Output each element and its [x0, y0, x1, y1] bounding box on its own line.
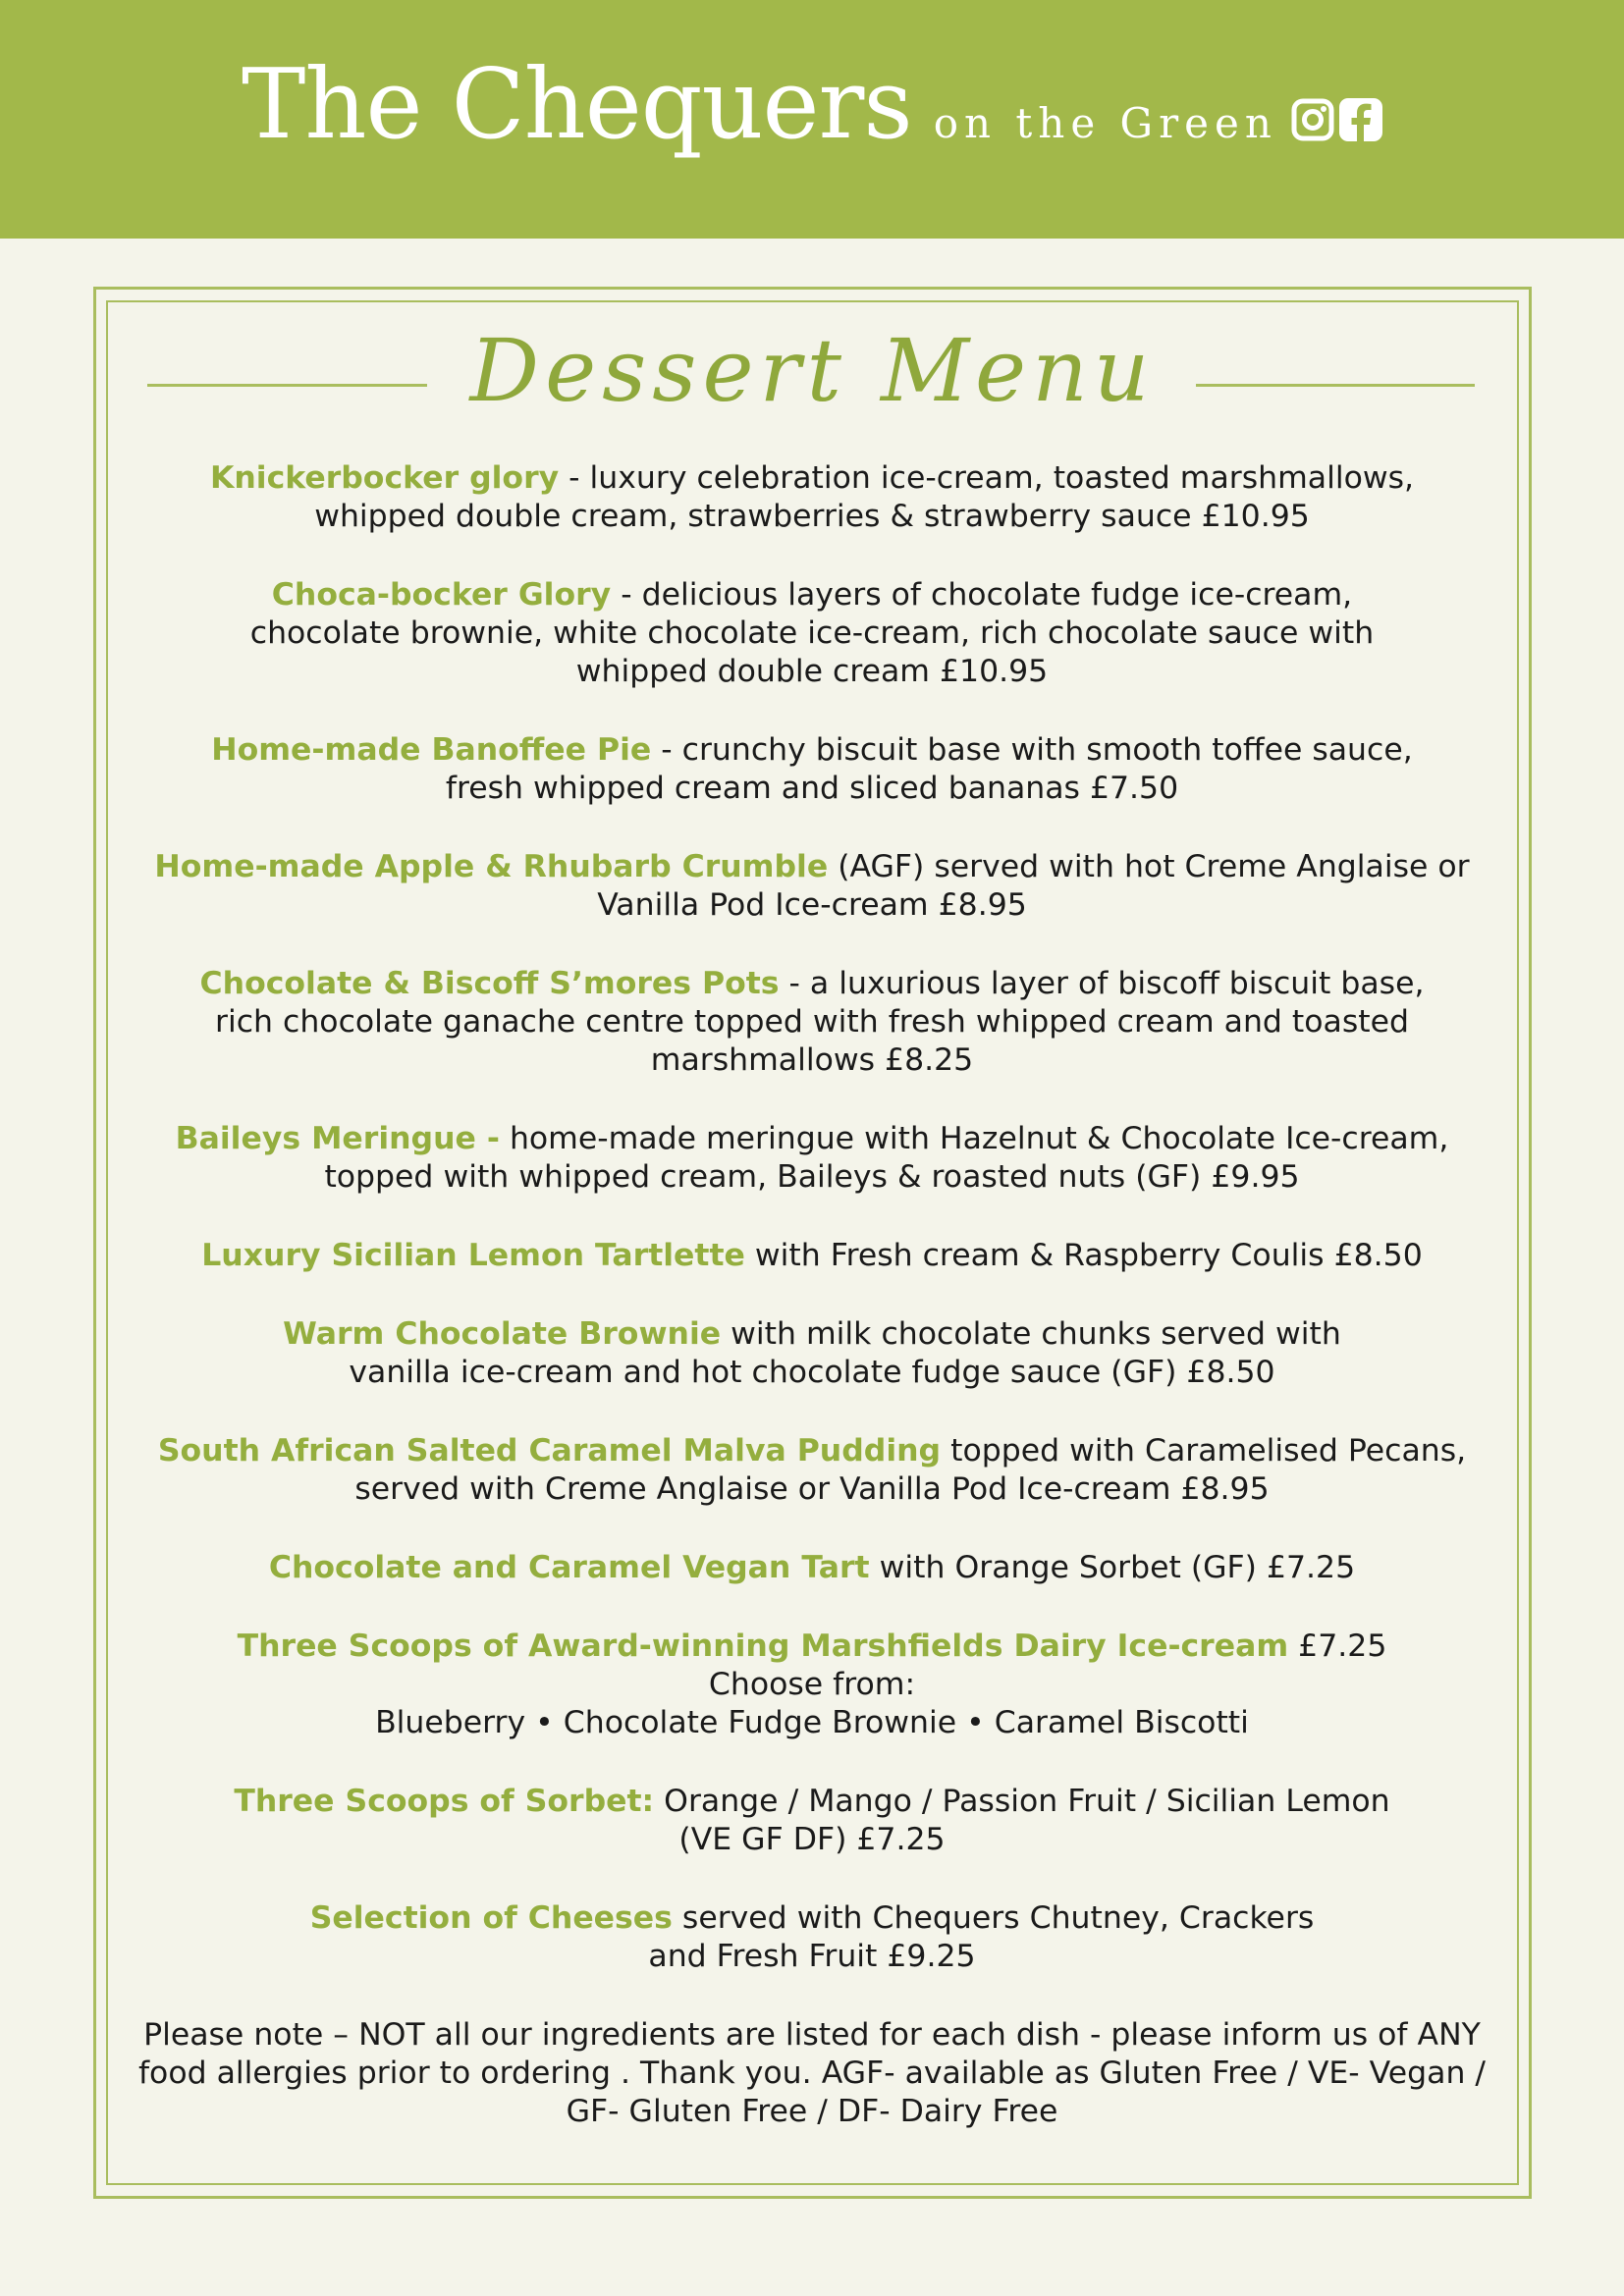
menu-item — [137, 1549, 1487, 1587]
menu-item — [137, 1628, 1487, 1742]
item-desc: £7.25 — [1288, 1629, 1387, 1664]
social-icons — [1291, 98, 1382, 141]
menu-item — [137, 1783, 1487, 1859]
note-line: AGF- available as Gluten Free / VE- Vegan / GF- Gluten Free / DF- Dairy Free — [566, 2056, 1487, 2129]
item-desc: Choose from: — [708, 1667, 916, 1702]
item-desc: Orange / Mango / Passion Fruit / Sicilian Lemon — [654, 1784, 1390, 1819]
item-desc: and Fresh Fruit £9.25 — [648, 1939, 976, 1974]
item-name: Chocolate and Caramel Vegan Tart — [268, 1550, 870, 1585]
menu-item — [137, 1899, 1487, 1976]
item-desc: - a luxurious layer of biscoff biscuit base, — [779, 966, 1425, 1001]
item-desc: whipped double cream £10.95 — [575, 654, 1049, 689]
item-name: South African Salted Caramel Malva Pudding — [157, 1433, 942, 1468]
item-desc: served with Creme Anglaise or Vanilla Pod Ice-cream £8.95 — [354, 1471, 1270, 1507]
title-rule-right — [1196, 384, 1475, 387]
item-name: Baileys Meringue - — [175, 1121, 500, 1156]
item-desc: Blueberry • Chocolate Fudge Brownie • Caramel Biscotti — [375, 1705, 1249, 1740]
item-name: Warm Chocolate Brownie — [283, 1316, 722, 1352]
item-desc: - crunchy biscuit base with smooth toffee sauce, — [651, 732, 1413, 768]
note-line: Please note – NOT all our ingredients are listed for each dish - please inform us of — [143, 2017, 1408, 2053]
note-line: ANY food allergies prior to ordering . Thank you. — [137, 2017, 1481, 2091]
allergy-note — [137, 2016, 1487, 2131]
item-desc: with milk chocolate chunks served with — [721, 1316, 1341, 1352]
item-desc: rich chocolate ganache centre topped with fresh whipped cream and toasted — [215, 1004, 1409, 1040]
menu-title: Dessert Menu — [469, 320, 1156, 421]
menu-item — [137, 1315, 1487, 1392]
item-desc: whipped double cream, strawberries & strawberry sauce £10.95 — [314, 499, 1310, 534]
menu-item — [137, 1120, 1487, 1197]
menu-item — [137, 459, 1487, 536]
item-desc: - delicious layers of chocolate fudge ice-cream, — [611, 577, 1353, 613]
item-name: Selection of Cheeses — [309, 1900, 673, 1936]
item-name: Luxury Sicilian Lemon Tartlette — [201, 1238, 745, 1273]
item-name: Three Scoops of Sorbet: — [234, 1784, 655, 1819]
menu-item — [137, 965, 1487, 1080]
facebook-icon[interactable] — [1339, 98, 1382, 141]
item-desc: chocolate brownie, white chocolate ice-cream, rich chocolate sauce with — [249, 615, 1375, 651]
item-name: Home-made Banoffee Pie — [211, 732, 652, 768]
item-desc: vanilla ice-cream and hot chocolate fudge sauce (GF) £8.50 — [349, 1355, 1275, 1390]
menu-item — [137, 1432, 1487, 1509]
item-name: Three Scoops of Award-winning Marshfields Dairy Ice-cream — [237, 1629, 1289, 1664]
item-desc: home-made meringue with Hazelnut & Chocolate Ice-cream, — [499, 1121, 1449, 1156]
item-name: Choca-bocker Glory — [271, 577, 612, 613]
title-rule-left — [147, 384, 427, 387]
item-desc: topped with Caramelised Pecans, — [941, 1433, 1467, 1468]
item-desc: with Orange Sorbet (GF) £7.25 — [869, 1550, 1356, 1585]
item-desc: Vanilla Pod Ice-cream £8.95 — [597, 887, 1027, 923]
item-desc: (VE GF DF) £7.25 — [678, 1822, 946, 1857]
item-name: Knickerbocker glory — [209, 460, 560, 496]
dessert-list — [137, 459, 1487, 2131]
item-desc: served with Chequers Chutney, Crackers — [672, 1900, 1315, 1936]
brand-logo — [0, 49, 1624, 177]
item-desc: marshmallows £8.25 — [650, 1042, 974, 1078]
item-name: Chocolate & Biscoff S’mores Pots — [199, 966, 780, 1001]
menu-item — [137, 576, 1487, 691]
item-desc: with Fresh cream & Raspberry Coulis £8.50 — [744, 1238, 1423, 1273]
item-desc: topped with whipped cream, Baileys & roasted nuts (GF) £9.95 — [324, 1159, 1300, 1195]
brand-tagline: on the Green — [933, 99, 1277, 147]
item-name: Home-made Apple & Rhubarb Crumble — [154, 849, 829, 884]
item-desc: - luxury celebration ice-cream, toasted marshmallows, — [559, 460, 1415, 496]
menu-item — [137, 1237, 1487, 1275]
brand-name: The Chequers — [241, 49, 912, 161]
menu-item — [137, 848, 1487, 925]
instagram-icon[interactable] — [1291, 98, 1334, 141]
menu-item — [137, 731, 1487, 808]
item-desc: (AGF) served with hot Creme Anglaise or — [828, 849, 1470, 884]
item-desc: fresh whipped cream and sliced bananas £7.50 — [445, 771, 1179, 806]
